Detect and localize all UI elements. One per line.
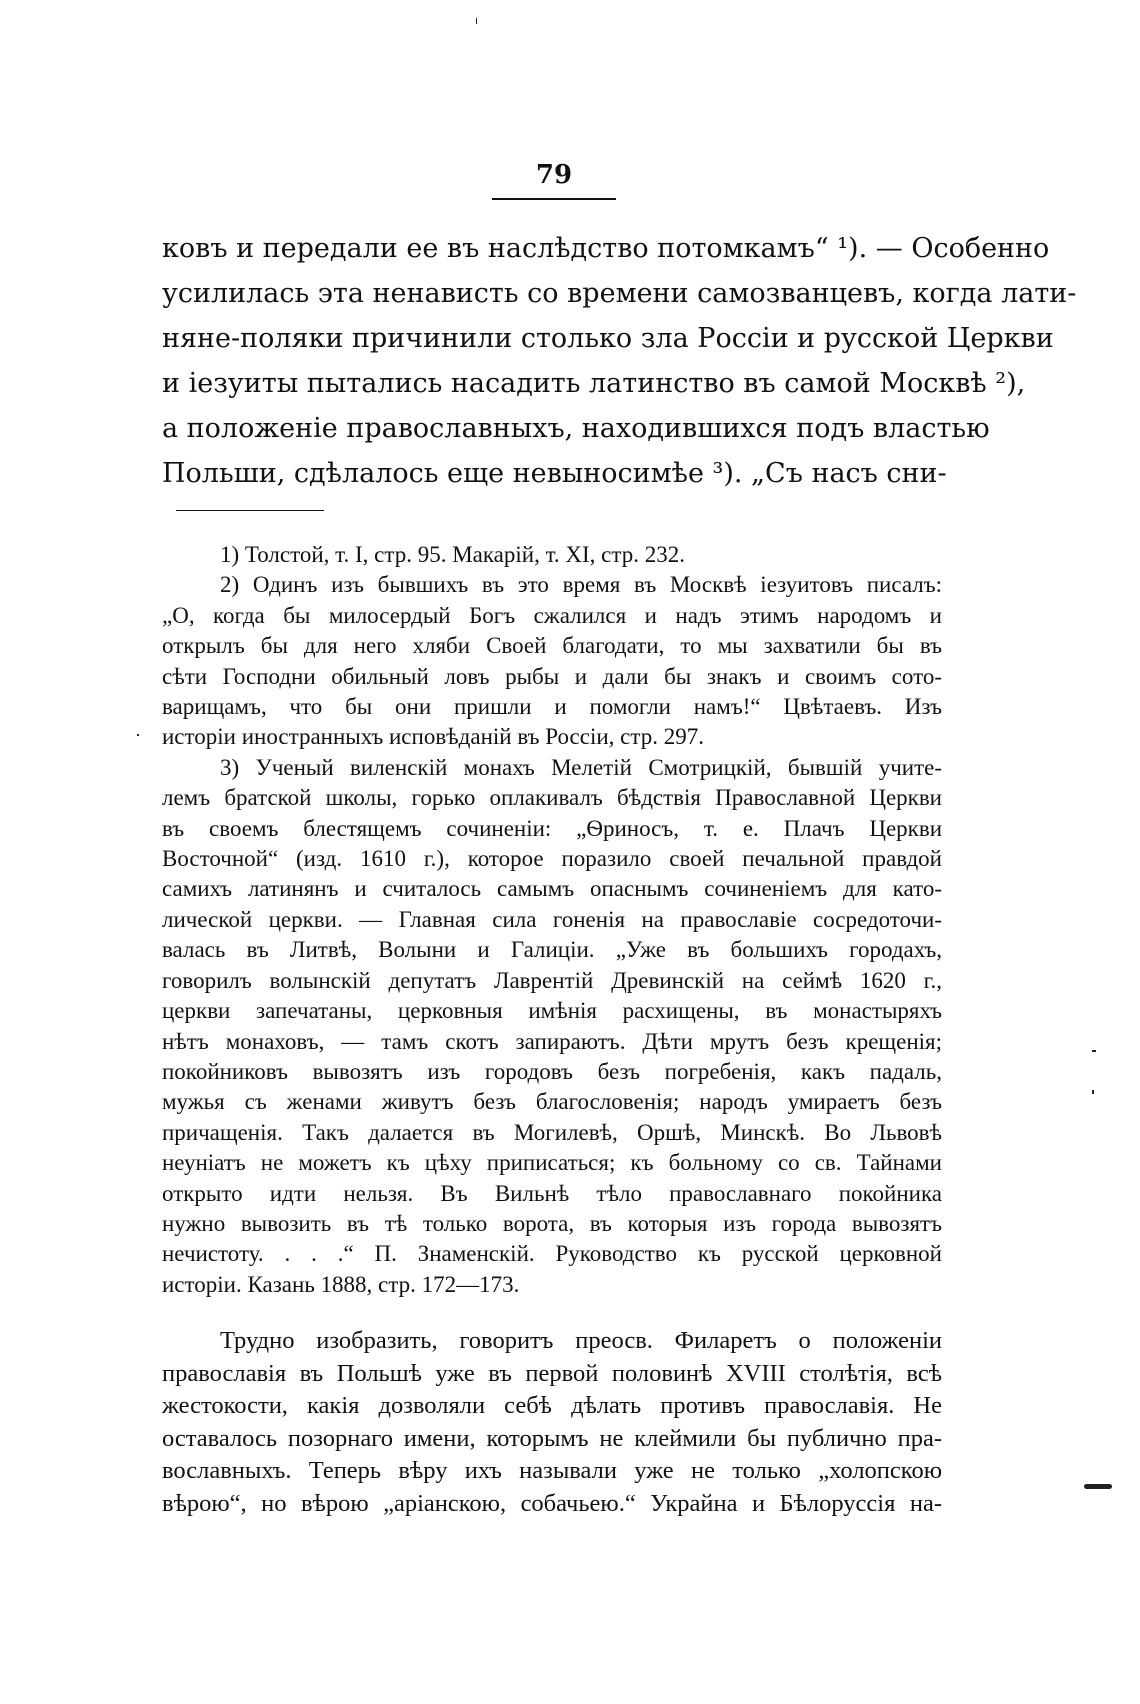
footnote-line: лической церкви. — Главная сила гоненія на православіе сосредоточи- bbox=[162, 906, 942, 932]
footnote-line: исторіи иностранныхъ исповѣданій въ Россіи, стр. 297. bbox=[162, 724, 704, 750]
footnote-line: Восточной“ (изд. 1610 г.), которое поразило своей печальной правдой bbox=[162, 846, 942, 872]
footnote-line: нужно вывозить въ тѣ только ворота, въ которыя изъ города вывозятъ bbox=[162, 1210, 942, 1236]
scan-speck bbox=[137, 734, 139, 736]
continuation-paragraph bbox=[162, 1325, 942, 1520]
footnote-2 bbox=[162, 570, 942, 752]
footnote-line: причащенія. Такъ далается въ Могилевѣ, Оршѣ, Минскѣ. Во Львовѣ bbox=[162, 1119, 942, 1145]
text-line: Польши, сдѣлалось еще невыносимѣе ³). „Съ насъ сни- bbox=[162, 458, 947, 489]
footnote-line: варищамъ, что бы они пришли и помогли намъ!“ Цвѣтаевъ. Изъ bbox=[162, 694, 942, 720]
footnote-line: въ своемъ блестящемъ сочиненіи: „Ѳриносъ, т. е. Плачъ Церкви bbox=[162, 815, 942, 841]
footnote-1 bbox=[162, 540, 942, 570]
text-line: жестокости, какія дозволяли себѣ дѣлать противъ православія. Не bbox=[162, 1392, 942, 1419]
footnote-line: самихъ латинянъ и считалось самымъ опаснымъ сочиненіемъ для като- bbox=[162, 876, 942, 902]
text-line: оставалось позорнаго имени, которымъ не клеймили бы публично пра- bbox=[162, 1424, 942, 1452]
text-line: и іезуиты пытались насадить латинство въ самой Москвѣ ²), bbox=[162, 368, 1026, 399]
footnote-divider bbox=[176, 510, 324, 511]
footnotes bbox=[162, 540, 942, 1300]
footnote-line: мужья съ женами живутъ безъ благословенія; народъ умираетъ безъ bbox=[162, 1089, 942, 1115]
text-line: православія въ Польшѣ уже въ первой половинѣ XVIII столѣтія, всѣ bbox=[162, 1359, 942, 1387]
scan-speck bbox=[1092, 1050, 1096, 1052]
text-line: а положеніе православныхъ, находившихся подъ властью bbox=[162, 413, 990, 444]
page-number: 79 bbox=[492, 160, 616, 200]
footnote-line: 2) Одинъ изъ бывшихъ въ это время въ Москвѣ іезуитовъ писалъ: bbox=[220, 572, 942, 598]
footnote-line: церкви запечатаны, церковныя имѣнія расхищены, въ монастыряхъ bbox=[162, 998, 942, 1024]
scan-speck bbox=[476, 18, 477, 24]
footnote-line: неуніатъ не можетъ къ цѣху приписаться; къ больному со св. Тайнами bbox=[162, 1150, 942, 1176]
text-line: ковъ и передали ее въ наслѣдство потомкамъ“ ¹). — Особенно bbox=[162, 233, 1050, 264]
footnote-line: нѣтъ монаховъ, — тамъ скотъ запираютъ. Дѣти мрутъ безъ крещенія; bbox=[162, 1028, 942, 1054]
footnote-line: открылъ бы для него хляби Своей благодати, то мы захватили бы въ bbox=[162, 633, 942, 659]
text-line: усилилась эта ненависть со времени самозванцевъ, когда лати- bbox=[162, 278, 1077, 309]
footnote-line: „О, когда бы милосердый Богъ сжалился и надъ этимъ народомъ и bbox=[162, 602, 942, 628]
text-line: Трудно изобразить, говоритъ преосв. Филаретъ о положеніи bbox=[220, 1327, 942, 1354]
text-line: вославныхъ. Теперь вѣру ихъ называли уже не только „холопскою bbox=[162, 1457, 942, 1484]
footnote-line: открыто идти нельзя. Въ Вильнѣ тѣло православнаго покойника bbox=[162, 1180, 942, 1206]
footnote-3 bbox=[162, 753, 942, 1300]
footnote-line: валась въ Литвѣ, Волыни и Галиціи. „Уже въ большихъ городахъ, bbox=[162, 937, 942, 963]
text-line: вѣрою“, но вѣрою „аріанскою, собачьею.“ Украйна и Бѣлоруссія на- bbox=[162, 1489, 942, 1517]
main-text bbox=[162, 226, 1077, 496]
footnote-line: исторіи. Казань 1888, стр. 172—173. bbox=[162, 1271, 520, 1297]
footnote-line: покойниковъ вывозятъ изъ городовъ безъ погребенія, какъ падаль, bbox=[162, 1058, 942, 1084]
footnote-line: 3) Ученый виленскій монахъ Мелетій Смотрицкій, бывшій учите- bbox=[220, 754, 942, 780]
footnote-line: сѣти Господни обильный ловъ рыбы и дали бы знакъ и своимъ сото- bbox=[162, 663, 942, 689]
scan-speck bbox=[1092, 1090, 1094, 1094]
footnote-line: лемъ братской школы, горько оплакивалъ бѣдствія Православной Церкви bbox=[162, 785, 942, 811]
scan-speck bbox=[1084, 1484, 1112, 1489]
text-line: няне-поляки причинили столько зла Россіи и русской Церкви bbox=[162, 323, 1054, 354]
footnote-line: нечистоту. . . .“ П. Знаменскій. Руководство къ русской церковной bbox=[162, 1241, 942, 1267]
footnote-line: 1) Толстой, т. I, стр. 95. Макарій, т. XI, стр. 232. bbox=[220, 542, 685, 567]
footnote-line: говорилъ волынскій депутатъ Лаврентій Древинскій на сеймѣ 1620 г., bbox=[162, 967, 942, 993]
